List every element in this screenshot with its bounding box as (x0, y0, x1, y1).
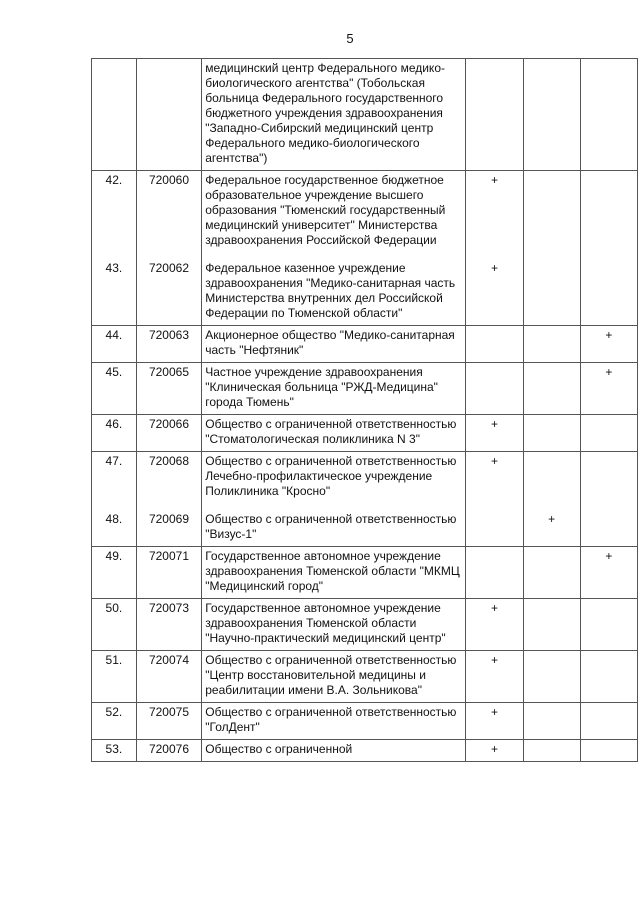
cell-entry (527, 454, 577, 499)
cell-entry: + (490, 705, 498, 719)
cell-entry (140, 61, 199, 166)
cell-entry: 720075 (148, 705, 189, 719)
table-row (92, 171, 638, 326)
cell-entry (469, 549, 519, 594)
cell-entry: 53. (105, 742, 123, 756)
mark-col-2-cell (523, 363, 580, 415)
cell-entry: 44. (105, 328, 123, 342)
org-code-cell (136, 171, 202, 326)
cell-entry (584, 454, 634, 499)
mark-col-2-cell (523, 703, 580, 740)
cell-entry (584, 601, 634, 646)
mark-col-1-cell (466, 547, 523, 599)
org-code-cell (136, 415, 202, 452)
mark-col-2-cell (523, 740, 580, 762)
cell-entry: Общество с ограниченной ответственностью "Стоматологическая поликлиника N 3" (205, 417, 457, 446)
cell-entry: + (490, 742, 498, 756)
registry-table-body (92, 59, 638, 762)
org-code-cell (136, 363, 202, 415)
mark-col-3-cell (580, 599, 637, 651)
org-name-cell (202, 415, 466, 452)
cell-entry (527, 261, 577, 321)
org-name-cell (202, 363, 466, 415)
cell-entry: Общество с ограниченной ответственностью "ГолДент" (205, 705, 457, 734)
cell-entry (527, 173, 577, 248)
row-number-cell (92, 651, 137, 703)
cell-entry (469, 512, 519, 542)
mark-col-3-cell (580, 363, 637, 415)
mark-col-3-cell (580, 452, 637, 547)
mark-col-3-cell (580, 651, 637, 703)
cell-entry: 51. (105, 653, 123, 667)
cell-entry (584, 653, 634, 698)
cell-entry: 46. (105, 417, 123, 431)
cell-entry: Государственное автономное учреждение здравоохранения Тюменской области "Научно-практический медицинский центр" (205, 601, 446, 645)
cell-entry (527, 653, 577, 698)
cell-entry (584, 512, 634, 542)
org-name-cell (202, 547, 466, 599)
cell-entry: + (490, 261, 498, 275)
mark-col-1-cell (466, 703, 523, 740)
cell-entry (584, 417, 634, 447)
cell-entry (584, 742, 634, 757)
cell-entry (469, 365, 519, 410)
page-number: 5 (346, 31, 354, 46)
cell-entry (527, 705, 577, 735)
cell-entry (469, 61, 519, 166)
mark-col-1-cell (466, 171, 523, 326)
cell-entry: + (490, 653, 498, 667)
table-row (92, 703, 638, 740)
cell-entry: 720063 (148, 328, 189, 342)
org-code-cell (136, 651, 202, 703)
cell-entry: Федеральное государственное бюджетное образовательное учреждение высшего образования "Тюменский государственный медицинский университет" Министерства здравоохранения Российской Федерации (205, 173, 446, 247)
org-name-cell (202, 452, 466, 547)
cell-entry: + (490, 173, 498, 187)
cell-entry (527, 365, 577, 410)
cell-entry: 43. (105, 261, 123, 275)
cell-entry (584, 173, 634, 248)
cell-entry: Государственное автономное учреждение здравоохранения Тюменской области "МКМЦ "Медицинский город" (205, 549, 460, 593)
mark-col-1-cell (466, 415, 523, 452)
cell-entry: 720060 (148, 173, 189, 187)
cell-entry (95, 61, 133, 166)
row-number-cell (92, 415, 137, 452)
row-number-cell (92, 740, 137, 762)
cell-entry (527, 742, 577, 757)
table-row (92, 651, 638, 703)
cell-entry (527, 417, 577, 447)
mark-col-2-cell (523, 547, 580, 599)
row-number-cell (92, 452, 137, 547)
mark-col-1-cell (466, 363, 523, 415)
mark-col-3-cell (580, 59, 637, 171)
row-number-cell (92, 326, 137, 363)
cell-entry: 52. (105, 705, 123, 719)
cell-entry: Общество с ограниченной (205, 742, 353, 756)
cell-entry (584, 705, 634, 735)
mark-col-2-cell (523, 59, 580, 171)
cell-entry: + (605, 549, 613, 563)
row-number-cell (92, 547, 137, 599)
cell-entry: + (548, 512, 556, 526)
mark-col-3-cell (580, 547, 637, 599)
org-code-cell (136, 703, 202, 740)
mark-col-3-cell (580, 171, 637, 326)
cell-entry: + (490, 601, 498, 615)
cell-entry: + (490, 417, 498, 431)
cell-entry: + (605, 328, 613, 342)
mark-col-1-cell (466, 452, 523, 547)
org-code-cell (136, 452, 202, 547)
org-name-cell (202, 651, 466, 703)
org-name-cell (202, 599, 466, 651)
table-row (92, 59, 638, 171)
cell-entry: Общество с ограниченной ответственностью Лечебно-профилактическое учреждение Поликлиника "Кросно" (205, 454, 457, 498)
registry-table (91, 58, 638, 762)
cell-entry (527, 549, 577, 594)
mark-col-2-cell (523, 171, 580, 326)
mark-col-3-cell (580, 326, 637, 363)
cell-entry: + (490, 454, 498, 468)
cell-entry: 720068 (148, 454, 189, 468)
cell-entry: 720062 (148, 261, 189, 275)
org-name-cell (202, 740, 466, 762)
cell-entry: Общество с ограниченной ответственностью "Центр восстановительной медицины и реабилитации имени В.А. Зольникова" (205, 653, 457, 697)
cell-entry (527, 61, 577, 166)
mark-col-3-cell (580, 415, 637, 452)
org-code-cell (136, 599, 202, 651)
table-row (92, 547, 638, 599)
org-code-cell (136, 547, 202, 599)
cell-entry: 45. (105, 365, 123, 379)
mark-col-2-cell (523, 651, 580, 703)
cell-entry (584, 261, 634, 321)
cell-entry: Общество с ограниченной ответственностью "Визус-1" (205, 512, 457, 541)
cell-entry: 720065 (148, 365, 189, 379)
cell-entry: + (605, 365, 613, 379)
cell-entry: 720076 (148, 742, 189, 756)
row-number-cell (92, 599, 137, 651)
table-row (92, 740, 638, 762)
cell-entry (527, 601, 577, 646)
table-row (92, 326, 638, 363)
mark-col-2-cell (523, 599, 580, 651)
mark-col-2-cell (523, 326, 580, 363)
org-name-cell (202, 326, 466, 363)
cell-entry (469, 328, 519, 358)
mark-col-3-cell (580, 703, 637, 740)
org-name-cell (202, 171, 466, 326)
mark-col-1-cell (466, 59, 523, 171)
org-name-cell (202, 59, 466, 171)
row-number-cell (92, 703, 137, 740)
table-row (92, 599, 638, 651)
cell-entry: 50. (105, 601, 123, 615)
org-code-cell (136, 326, 202, 363)
table-row (92, 363, 638, 415)
org-name-cell (202, 703, 466, 740)
cell-entry: Акционерное общество "Медико-санитарная часть "Нефтяник" (205, 328, 455, 357)
mark-col-3-cell (580, 740, 637, 762)
cell-entry: 47. (105, 454, 123, 468)
cell-entry: 720069 (148, 512, 189, 526)
mark-col-2-cell (523, 415, 580, 452)
table-row (92, 452, 638, 547)
cell-entry: 49. (105, 549, 123, 563)
org-code-cell (136, 740, 202, 762)
row-number-cell (92, 59, 137, 171)
cell-entry (527, 328, 577, 358)
org-code-cell (136, 59, 202, 171)
cell-entry: Федеральное казенное учреждение здравоохранения "Медико-санитарная часть Министерства внутренних дел Российской Федерации по Тюменской области" (205, 261, 456, 320)
cell-entry: 720071 (148, 549, 189, 563)
table-row (92, 415, 638, 452)
cell-entry: 720074 (148, 653, 189, 667)
cell-entry: 720073 (148, 601, 189, 615)
mark-col-2-cell (523, 452, 580, 547)
cell-entry (584, 61, 634, 166)
mark-col-1-cell (466, 326, 523, 363)
row-number-cell (92, 171, 137, 326)
row-number-cell (92, 363, 137, 415)
cell-entry: 720066 (148, 417, 189, 431)
cell-entry: медицинский центр Федерального медико-биологического агентства" (Тобольская больница Федерального государственного бюджетного учреждения здравоохранения "Западно-Сибирский медицинский центр Федерального медико-биологического агентства") (205, 61, 445, 165)
mark-col-1-cell (466, 599, 523, 651)
cell-entry: 42. (105, 173, 123, 187)
mark-col-1-cell (466, 740, 523, 762)
cell-entry: Частное учреждение здравоохранения "Клиническая больница "РЖД-Медицина" города Тюмень" (205, 365, 438, 409)
cell-entry: 48. (105, 512, 123, 526)
mark-col-1-cell (466, 651, 523, 703)
